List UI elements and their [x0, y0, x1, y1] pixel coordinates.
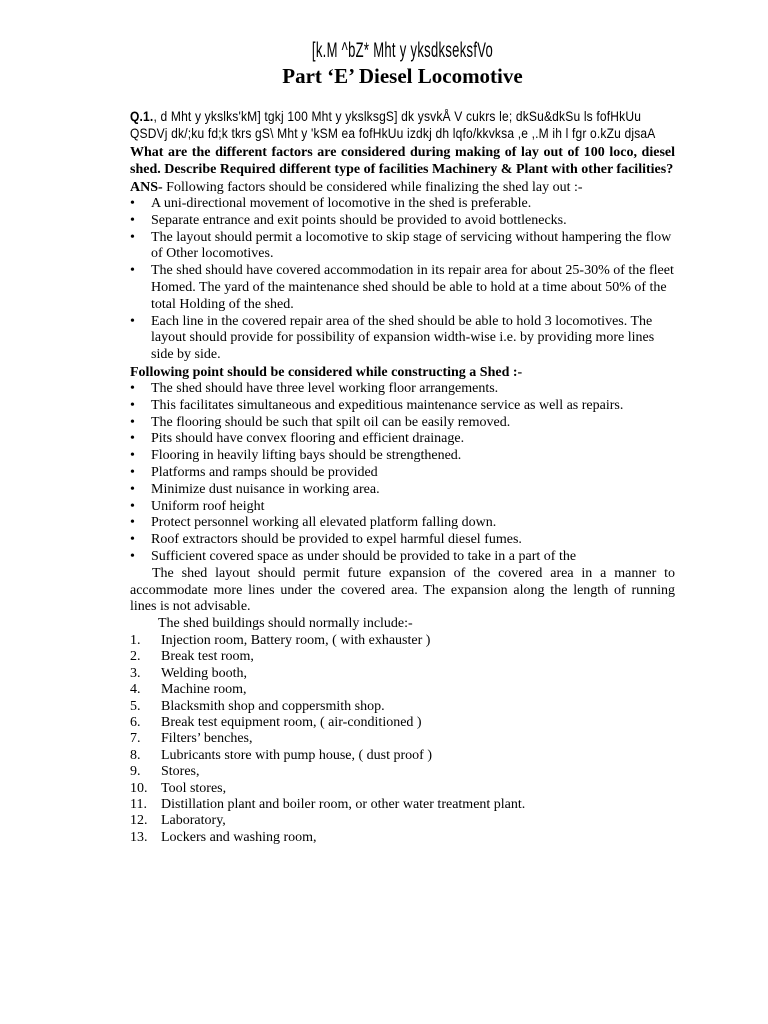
list-item [130, 666, 675, 682]
list-text: Distillation plant and boiler room, or other water treatment plant. [161, 796, 526, 812]
list-item [130, 797, 675, 813]
list-item: • Pits should have convex flooring and efficient drainage. [130, 431, 675, 448]
answer-label: ANS- [130, 180, 163, 195]
expansion-paragraph: The shed layout should permit future expansion of the covered area in a manner to accommodate more lines under the covered area. The expansion along the length of running lines is not advisable. [130, 565, 675, 615]
list-item [130, 633, 675, 649]
list-text: Stores, [161, 764, 200, 780]
list-item [130, 764, 675, 780]
list-item: • Platforms and ramps should be provided [130, 465, 675, 482]
list-item [130, 781, 675, 797]
list-item [130, 731, 675, 747]
document-page [130, 38, 675, 846]
list-item: • Flooring in heavily lifting bays should be strengthened. [130, 448, 675, 465]
list-number: 10. [130, 780, 148, 796]
list-item [130, 649, 675, 665]
list-number: 2. [130, 649, 141, 665]
list-item [130, 830, 675, 846]
list-item [130, 682, 675, 698]
answer-intro-text: Following factors should be considered while finalizing the shed lay out :- [162, 180, 583, 195]
question-number: Q.1. [130, 108, 154, 124]
list-text: Filters’ benches, [161, 731, 253, 747]
list-number: 3. [130, 665, 141, 681]
list-item: • A uni-directional movement of locomotive in the shed is preferable. [130, 196, 675, 213]
list-text: Lockers and washing room, [161, 829, 317, 845]
list-item: • Uniform roof height [130, 499, 675, 516]
list-text: Machine room, [161, 682, 247, 698]
list-number: 6. [130, 714, 141, 730]
list-item: • Each line in the covered repair area of the shed should be able to hold 3 locomotives. The layout should provide for possibility of expansion width-wise i.e. by providing more lines side by side. [130, 314, 675, 364]
hindi-section-title: [k.M ^bZ* Mht y yksdkseksfVo [311, 39, 494, 62]
buildings-list [130, 633, 675, 846]
buildings-intro: The shed buildings should normally include:- [158, 616, 413, 632]
construction-heading: Following point should be considered while constructing a Shed :- [130, 364, 523, 380]
list-number: 5. [130, 698, 141, 714]
list-text: Break test room, [161, 649, 254, 665]
list-number: 8. [130, 747, 141, 763]
question-hindi-text: , d Mht y ykslks'kM] tgkj 100 Mht y ykslksgS] dk ysvkÅ V cukrs le; dkSu&dkSu ls fofHkUu QSDVj dk/;ku fd;k tkrs gS\ Mht y 'kSM ea fofHkUu izdkj dh lqfo/kkvksa ,e ,.M ih l fgr o.kZu djsaA [130, 108, 656, 141]
list-number: 9. [130, 764, 141, 780]
construction-points-list [130, 381, 675, 566]
list-item: • Sufficient covered space as under should be provided to take in a part of the [130, 549, 675, 566]
answer-intro [130, 179, 675, 196]
list-item: • This facilitates simultaneous and expeditious maintenance service as well as repairs. [130, 398, 675, 415]
list-item: • The shed should have three level working floor arrangements. [130, 381, 675, 398]
layout-factors-list [130, 196, 675, 364]
list-text: Welding booth, [161, 665, 247, 681]
list-item: • The shed should have covered accommodation in its repair area for about 25-30% of the fleet Homed. The yard of the maintenance shed should be able to hold at a time about 50% of the total Holding of the shed. [130, 263, 675, 313]
question-hindi [130, 108, 675, 142]
list-text: Lubricants store with pump house, ( dust proof ) [161, 747, 433, 763]
list-item: • The layout should permit a locomotive to skip stage of servicing without hampering the flow of Other locomotives. [130, 230, 675, 264]
list-item [130, 715, 675, 731]
section-title: Part ‘E’ Diesel Locomotive [282, 64, 523, 88]
list-item [130, 699, 675, 715]
list-number: 7. [130, 731, 141, 747]
list-item: • Roof extractors should be provided to expel harmful diesel fumes. [130, 532, 675, 549]
list-item [130, 748, 675, 764]
list-number: 11. [130, 796, 147, 812]
list-number: 13. [130, 829, 148, 845]
question-english: What are the different factors are considered during making of lay out of 100 loco, diesel shed. Describe Required different type of facilities Machinery & Plant with other facilities? [130, 145, 675, 177]
list-item [130, 813, 675, 829]
list-item: • The flooring should be such that spilt oil can be easily removed. [130, 415, 675, 432]
list-item: • Minimize dust nuisance in working area. [130, 482, 675, 499]
list-text: Laboratory, [161, 813, 226, 829]
list-item: • Separate entrance and exit points should be provided to avoid bottlenecks. [130, 213, 675, 230]
list-item: • Protect personnel working all elevated platform falling down. [130, 515, 675, 532]
list-text: Break test equipment room, ( air-conditioned ) [161, 714, 422, 730]
list-text: Tool stores, [161, 780, 227, 796]
list-number: 12. [130, 813, 148, 829]
list-text: Blacksmith shop and coppersmith shop. [161, 698, 385, 714]
list-text: Injection room, Battery room, ( with exhauster ) [161, 632, 431, 648]
list-number: 1. [130, 632, 141, 648]
list-number: 4. [130, 682, 141, 698]
